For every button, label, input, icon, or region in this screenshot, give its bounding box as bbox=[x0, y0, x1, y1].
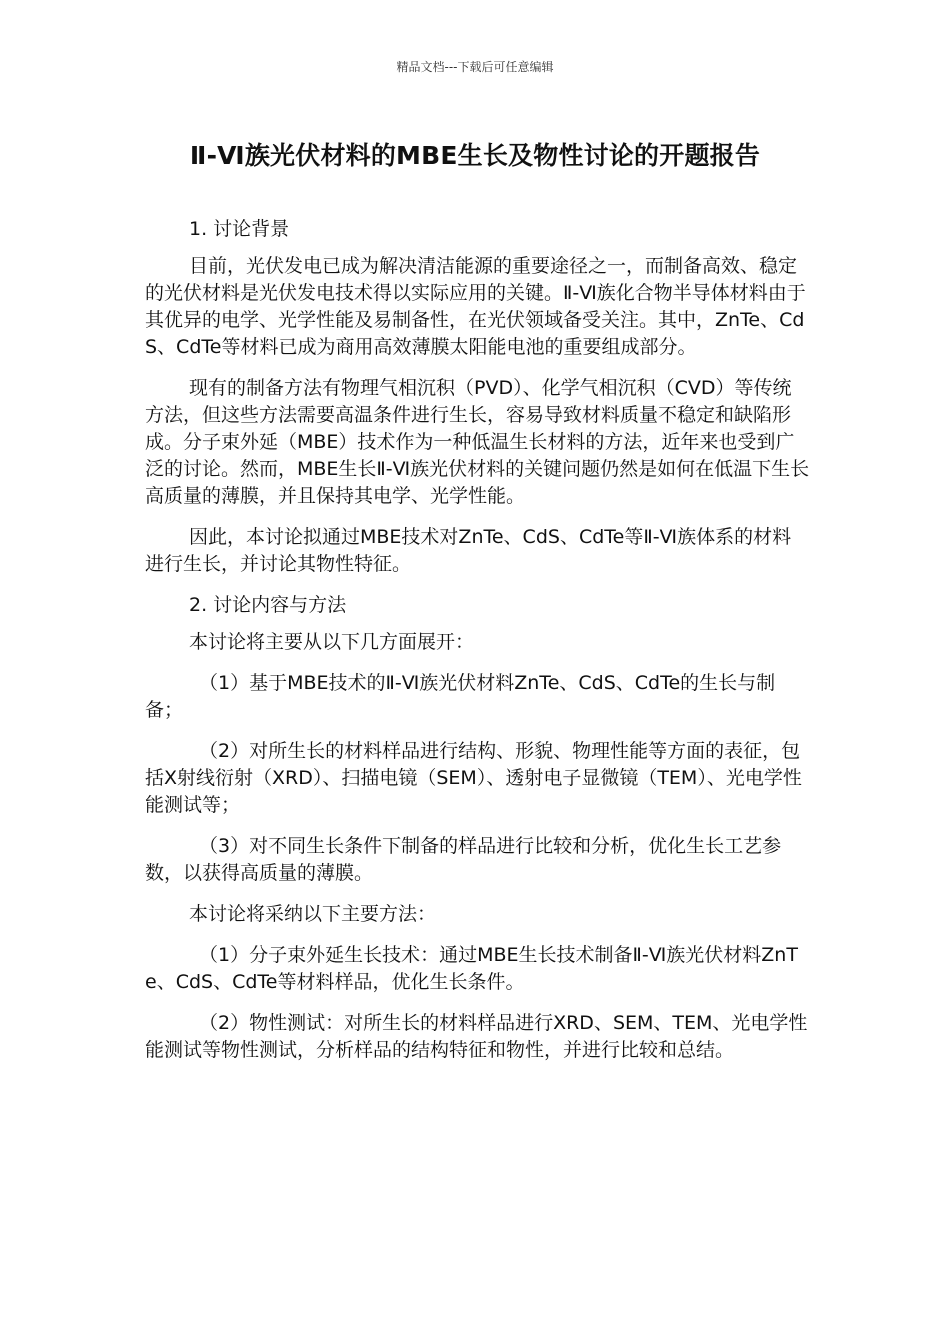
list-item-content-1: （1）基于MBE技术的Ⅱ-Ⅵ族光伏材料ZnTe、CdS、CdTe的生长与制备； bbox=[145, 672, 776, 721]
list-item-method-1: （1）分子束外延生长技术：通过MBE生长技术制备Ⅱ-Ⅵ族光伏材料ZnTe、CdS、CdTe等材料样品，优化生长条件。 bbox=[145, 944, 798, 993]
paragraph-method-intro: 本讨论将采纳以下主要方法： bbox=[189, 903, 437, 925]
section-heading-background: 1. 讨论背景 bbox=[189, 218, 290, 240]
list-item-content-3: （3）对不同生长条件下制备的样品进行比较和分析，优化生长工艺参数，以获得高质量的薄膜。 bbox=[145, 835, 782, 884]
paragraph-content-intro: 本讨论将主要从以下几方面展开： bbox=[189, 631, 475, 653]
paragraph-background-2: 现有的制备方法有物理气相沉积（PVD）、化学气相沉积（CVD）等传统方法，但这些方法需要高温条件进行生长，容易导致材料质量不稳定和缺陷形成。分子束外延（MBE）技术作为一种低温生长材料的方法，近年来也受到广泛的讨论。然而，MBE生长Ⅱ-Ⅵ族光伏材料的关键问题仍然是如何在低温下生长高质量的薄膜，并且保持其电学、光学性能。 bbox=[145, 377, 810, 507]
document-body bbox=[145, 216, 810, 1078]
list-item-method-2: （2）物性测试：对所生长的材料样品进行XRD、SEM、TEM、光电学性能测试等物性测试，分析样品的结构特征和物性，并进行比较和总结。 bbox=[145, 1012, 808, 1061]
list-item-content-2: （2）对所生长的材料样品进行结构、形貌、物理性能等方面的表征，包括X射线衍射（XRD）、扫描电镜（SEM）、透射电子显微镜（TEM）、光电学性能测试等； bbox=[145, 740, 802, 816]
paragraph-background-1: 目前，光伏发电已成为解决清洁能源的重要途径之一，而制备高效、稳定的光伏材料是光伏发电技术得以实际应用的关键。Ⅱ-Ⅵ族化合物半导体材料由于其优异的电学、光学性能及易制备性，在光伏领域备受关注。其中，ZnTe、CdS、CdTe等材料已成为商用高效薄膜太阳能电池的重要组成部分。 bbox=[145, 255, 806, 358]
document-title: Ⅱ-Ⅵ族光伏材料的MBE生长及物性讨论的开题报告 bbox=[189, 141, 761, 170]
header-note: 精品文档---下载后可任意编辑 bbox=[396, 60, 554, 74]
section-heading-content-method: 2. 讨论内容与方法 bbox=[189, 594, 347, 616]
paragraph-background-3: 因此，本讨论拟通过MBE技术对ZnTe、CdS、CdTe等Ⅱ-Ⅵ族体系的材料进行生长，并讨论其物性特征。 bbox=[145, 526, 792, 575]
